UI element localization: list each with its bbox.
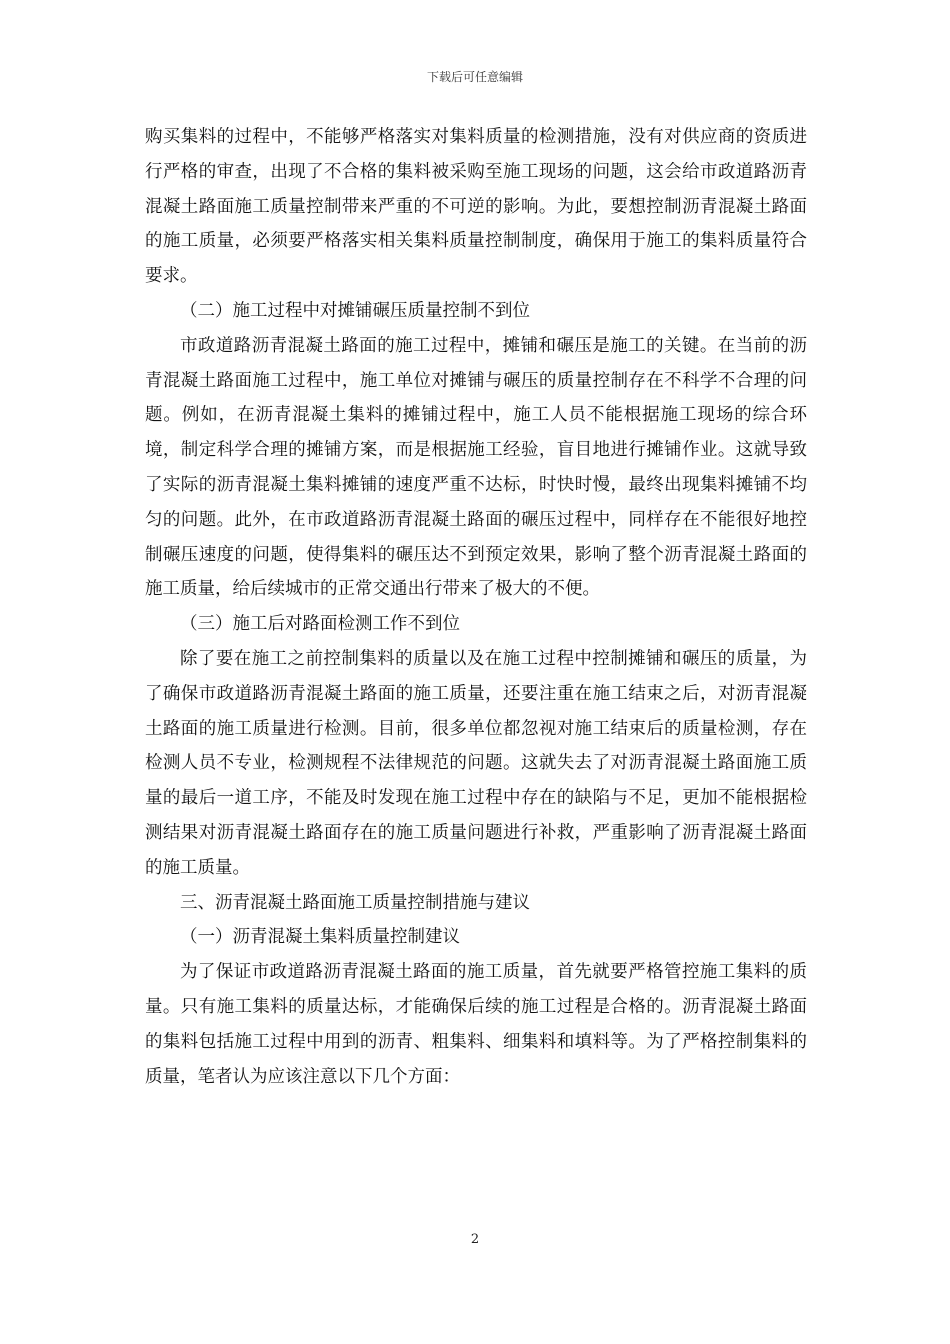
paragraph-inspection: 除了要在施工之前控制集料的质量以及在施工过程中控制摊铺和碾压的质量，为了确保市政道路沥青混凝土路面的施工质量，还要注重在施工结束之后，对沥青混凝土路面的施工质量进行检测。目前，很多单位都忽视对施工结束后的质量检测，存在检测人员不专业，检测规程不法律规范的问题。这就失去了对沥青混凝土路面施工质量的最后一道工序，不能及时发现在施工过程中存在的缺陷与不足，更加不能根据检测结果对沥青混凝土路面存在的施工质量问题进行补救，严重影响了沥青混凝土路面的施工质量。 bbox=[145, 648, 807, 878]
page-header: 下载后可任意编辑 bbox=[426, 70, 523, 84]
document-body bbox=[145, 120, 807, 1094]
subheading-2: （二）施工过程中对摊铺碾压质量控制不到位 bbox=[180, 300, 530, 321]
subheading-3: （三）施工后对路面检测工作不到位 bbox=[180, 614, 460, 635]
paragraph-paving: 市政道路沥青混凝土路面的施工过程中，摊铺和碾压是施工的关键。在当前的沥青混凝土路面施工过程中，施工单位对摊铺与碾压的质量控制存在不科学不合理的问题。例如，在沥青混凝土集料的摊铺过程中，施工人员不能根据施工现场的综合环境，制定科学合理的摊铺方案，而是根据施工经验，盲目地进行摊铺作业。这就导致了实际的沥青混凝土集料摊铺的速度严重不达标，时快时慢，最终出现集料摊铺不均匀的问题。此外，在市政道路沥青混凝土路面的碾压过程中，同样存在不能很好地控制碾压速度的问题，使得集料的碾压达不到预定效果，影响了整个沥青混凝土路面的施工质量，给后续城市的正常交通出行带来了极大的不便。 bbox=[145, 335, 807, 600]
page-number: 2 bbox=[470, 1232, 480, 1247]
subheading-1: （一）沥青混凝土集料质量控制建议 bbox=[180, 927, 460, 948]
section-heading-3: 三、沥青混凝土路面施工质量控制措施与建议 bbox=[180, 892, 530, 913]
paragraph-continued: 购买集料的过程中，不能够严格落实对集料质量的检测措施，没有对供应商的资质进行严格的审查，出现了不合格的集料被采购至施工现场的问题，这会给市政道路沥青混凝土路面施工质量控制带来严重的不可逆的影响。为此，要想控制沥青混凝土路面的施工质量，必须要严格落实相关集料质量控制制度，确保用于施工的集料质量符合要求。 bbox=[145, 127, 807, 287]
paragraph-aggregate: 为了保证市政道路沥青混凝土路面的施工质量，首先就要严格管控施工集料的质量。只有施工集料的质量达标，才能确保后续的施工过程是合格的。沥青混凝土路面的集料包括施工过程中用到的沥青、粗集料、细集料和填料等。为了严格控制集料的质量，笔者认为应该注意以下几个方面： bbox=[145, 962, 807, 1087]
